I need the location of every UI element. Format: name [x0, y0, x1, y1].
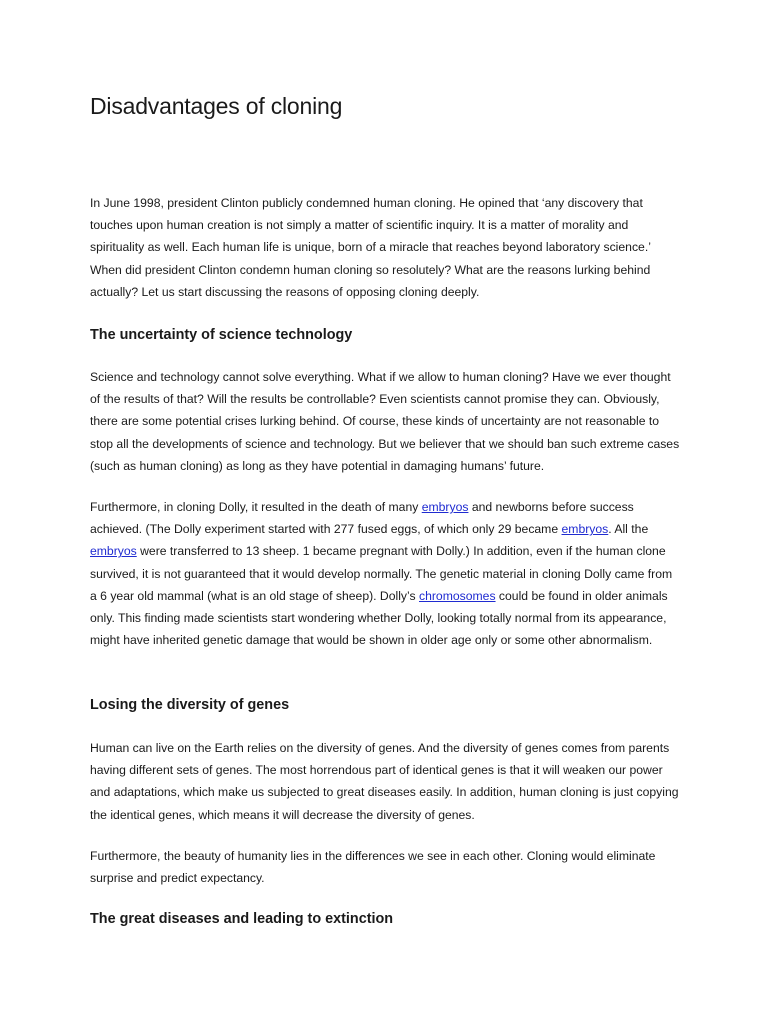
text-span: were transferred to 13 sheep. 1 became pregnant with Dolly.) In addition, even if the human clone survived, it is not guaranteed that it would develop normally. The genetic material in cloning Dolly came from a 6 year old mammal (what is an old stage of sheep). Dolly’s: [90, 544, 673, 603]
text-span: could be found in older animals only. This finding made scientists start wondering whether Dolly, looking totally normal from its appearance, might have inherited genetic damage that would be shown in older age only or some other abnormalism.: [90, 588, 668, 648]
section-heading-uncertainty: The uncertainty of science technology: [90, 327, 353, 343]
section-heading-diversity: Losing the diversity of genes: [90, 697, 290, 713]
paragraph-intro: In June 1998, president Clinton publicly condemned human cloning. He opined that ‘any discovery that touches upon human creation is not simply a matter of scientific inquiry. It is a matter of morality and spirituality as well. Each human life is unique, born of a miracle that reaches beyond laboratory science.’ When did president Clinton condemn human cloning so resolutely? What are the reasons lurking behind actually? Let us start discussing the reasons of opposing cloning deeply.: [90, 196, 651, 299]
section-heading-diseases: The great diseases and leading to extinction: [90, 911, 394, 927]
text-span: Furthermore, in cloning Dolly, it resulted in the death of many: [90, 500, 422, 514]
link-chromosomes[interactable]: chromosomes: [419, 588, 496, 603]
paragraph-uncertainty: Science and technology cannot solve everything. What if we allow to human cloning? Have we ever thought of the results of that? Will the results be controllable? Even scientists cannot promise they can. Obviously, there are some potential crises lurking behind. Of course, these kinds of uncertainty are not reasonable to stop all the developments of science and technology. But we believer that we should ban such extreme cases (such as human cloning) as long as they have potential in damaging humans’ future.: [90, 370, 680, 473]
link-embryos-3[interactable]: embryos: [90, 544, 137, 559]
document-title: Disadvantages of cloning: [90, 93, 343, 119]
text-span: and newborns before success achieved. (The Dolly experiment started with 277 fused eggs, of which only 29 became: [90, 500, 634, 537]
paragraph-dolly: [90, 496, 680, 651]
link-embryos-1[interactable]: embryos: [421, 500, 469, 514]
paragraph-humanity: Furthermore, the beauty of humanity lies in the differences we see in each other. Cloning would eliminate surprise and predict expectancy.: [90, 849, 656, 886]
text-span: . All the: [608, 522, 649, 537]
paragraph-diversity: Human can live on the Earth relies on the diversity of genes. And the diversity of genes comes from parents having different sets of genes. The most horrendous part of identical genes is that it will weaken our power and adaptations, which make us subjected to great diseases easily. In addition, human cloning is just copying the identical genes, which means it will decrease the diversity of genes.: [90, 741, 679, 822]
link-embryos-2[interactable]: embryos: [561, 522, 609, 537]
